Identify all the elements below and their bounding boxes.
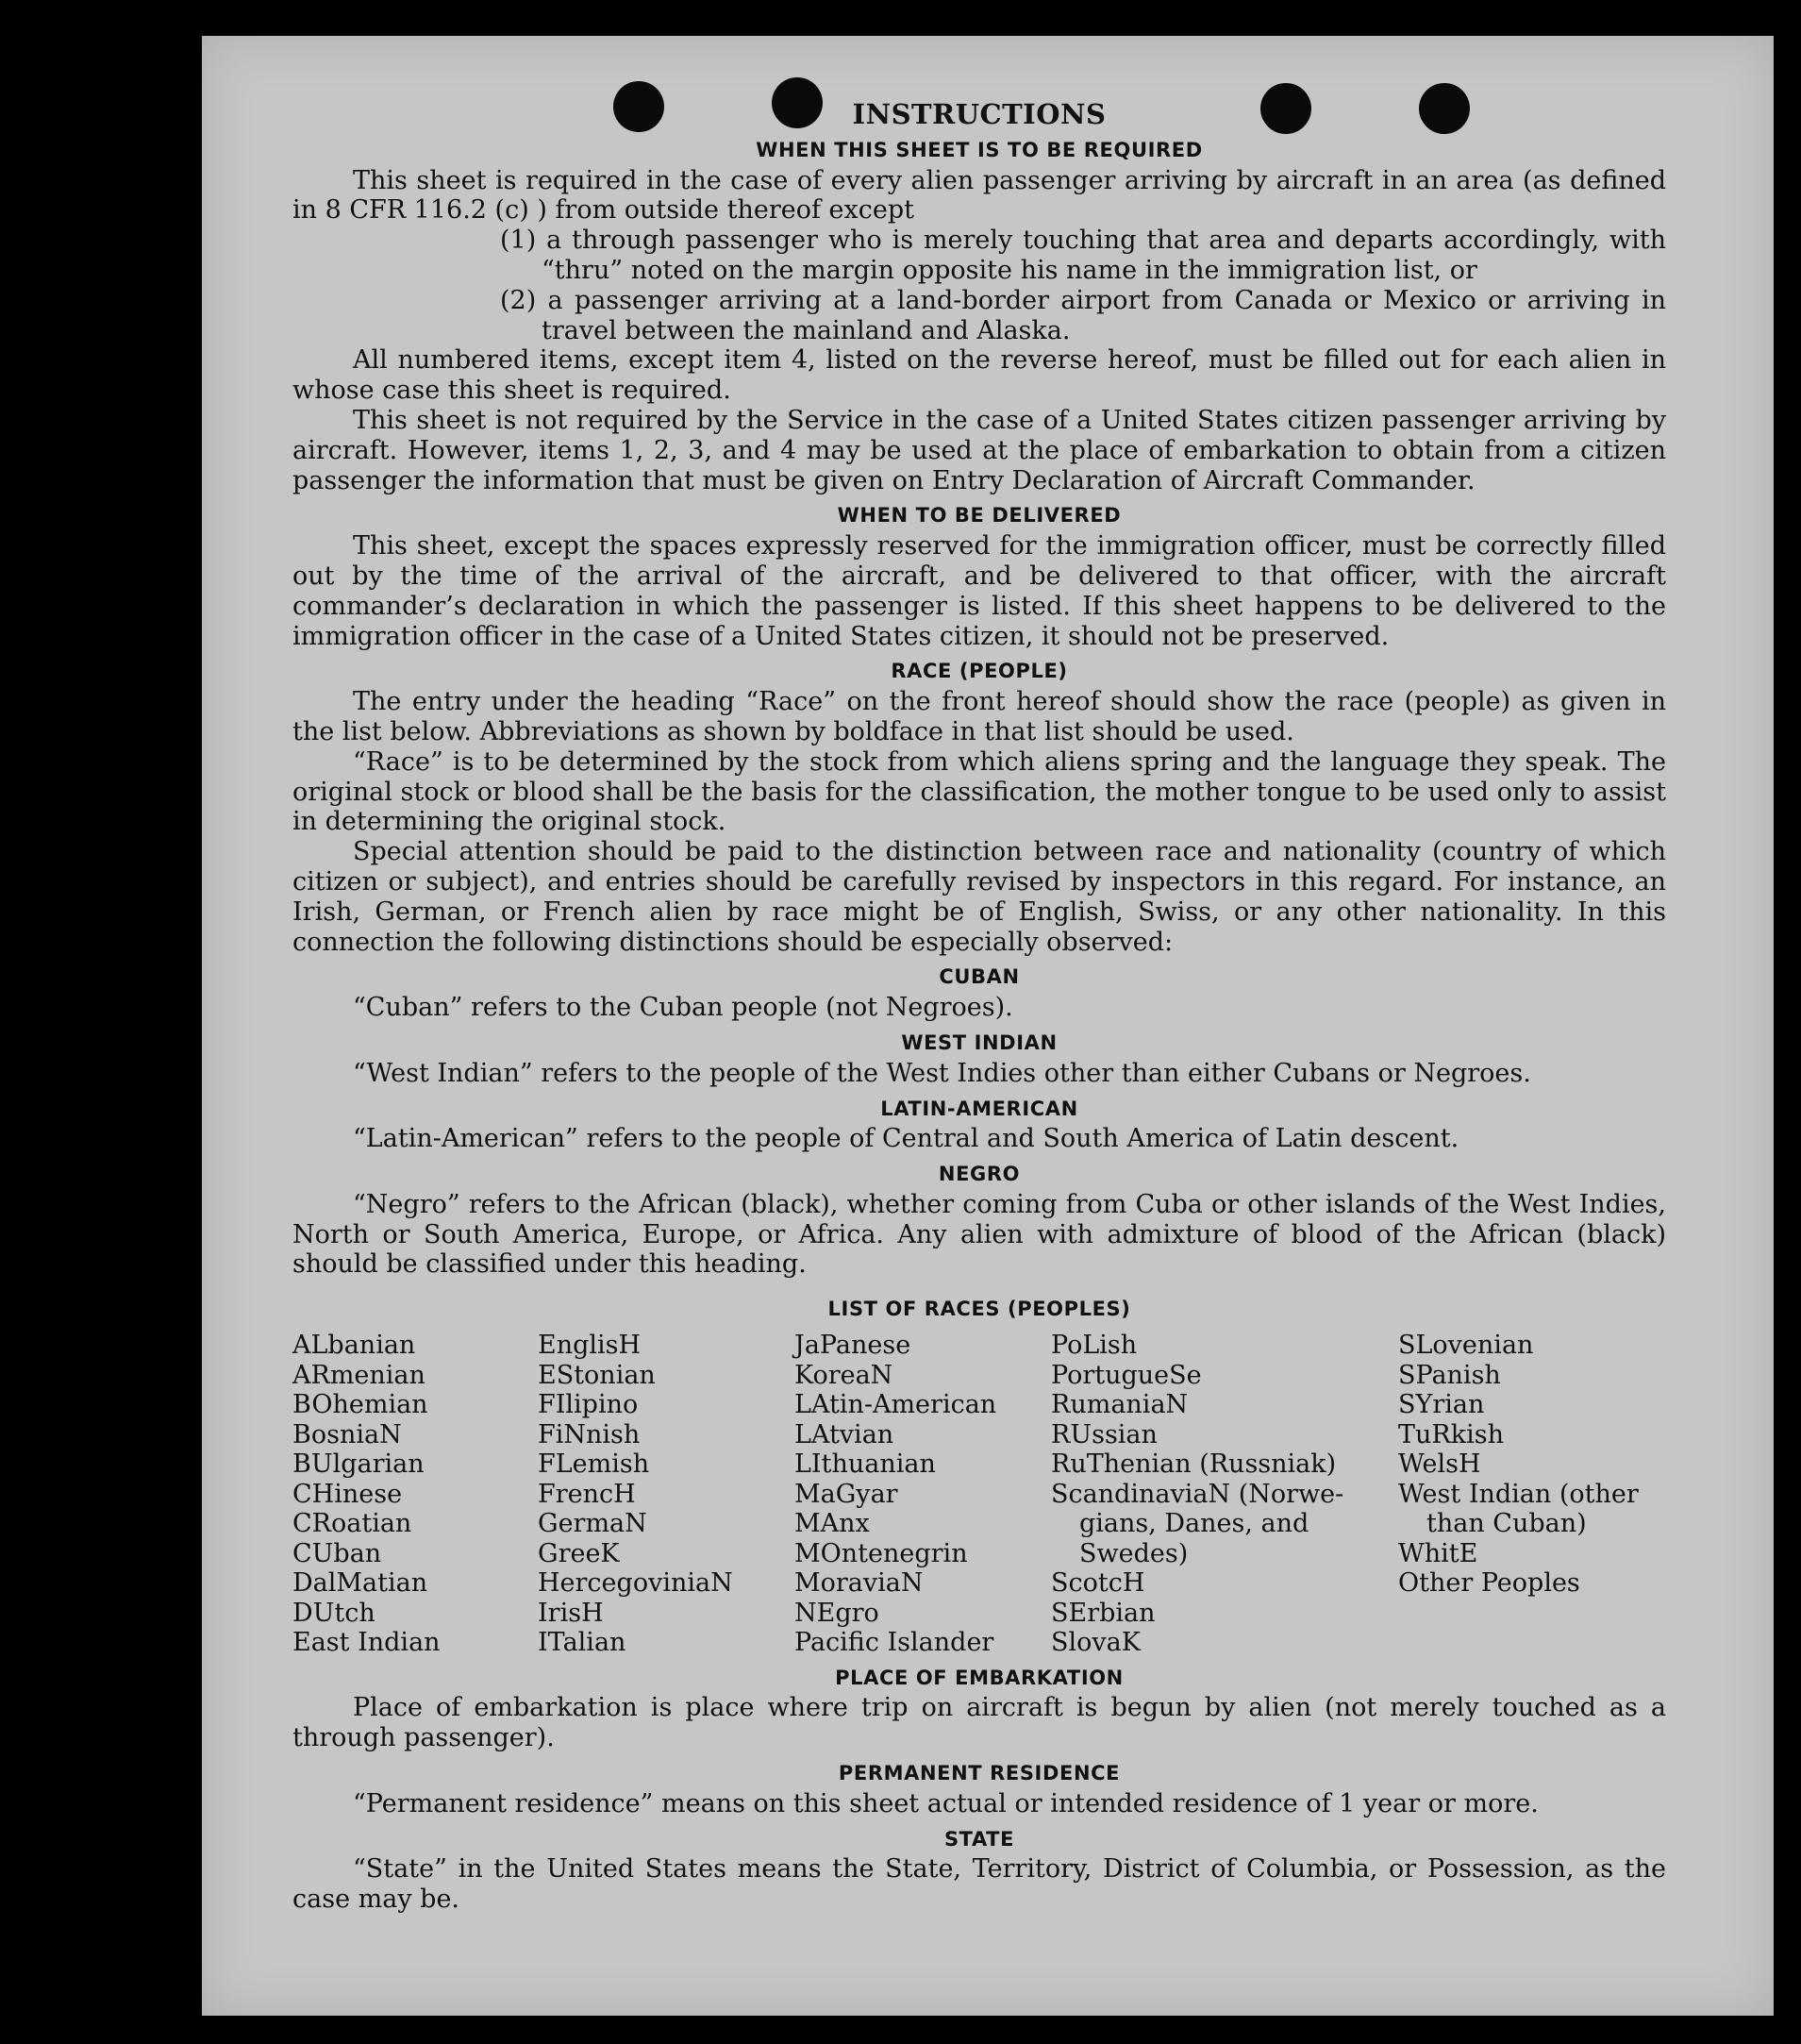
race-item: LAtin-American [794, 1390, 997, 1420]
paragraph: “Race” is to be determined by the stock from which aliens spring and the language they speak. The original stock or blood shall be the basis for the classification, the mother tongue to be used only to assist in determining the original stock. [292, 746, 1666, 837]
race-item: GermaN [538, 1509, 647, 1539]
instructions-content [292, 100, 1666, 1915]
section-heading: PLACE OF EMBARKATION [835, 1666, 1124, 1689]
paragraph: “State” in the United States means the State, Territory, District of Columbia, or Possession, as the case may be. [292, 1854, 1666, 1915]
document-page [202, 36, 1774, 2016]
page-title: INSTRUCTIONS [852, 98, 1107, 130]
race-item: Other Peoples [1398, 1568, 1580, 1599]
race-item: DalMatian [292, 1568, 428, 1599]
race-item: PortugueSe [1051, 1360, 1202, 1390]
race-item: SYrian [1398, 1390, 1485, 1420]
section-heading: CUBAN [939, 965, 1020, 989]
paragraph: “Latin-American” refers to the people of Central and South America of Latin descent. [353, 1124, 1459, 1154]
paragraph: “West Indian” refers to the people of the West Indies other than either Cubans or Negroes. [353, 1058, 1531, 1088]
paragraph: “Cuban” refers to the Cuban people (not Negroes). [353, 993, 1013, 1023]
race-item: CUban [292, 1538, 382, 1568]
race-item: WelsH [1398, 1449, 1481, 1480]
race-item: CRoatian [292, 1509, 412, 1539]
section-heading: LATIN-AMERICAN [880, 1097, 1078, 1120]
race-item: ITalian [538, 1628, 626, 1658]
race-item: ARmenian [292, 1360, 425, 1390]
section-heading: PERMANENT RESIDENCE [838, 1761, 1121, 1784]
race-item: LAtvian [794, 1419, 894, 1449]
section-heading: RACE (PEOPLE) [891, 660, 1068, 683]
race-column [1398, 1331, 1666, 1658]
race-item: EnglisH [538, 1331, 642, 1361]
section-heading: WHEN TO BE DELIVERED [837, 504, 1122, 528]
race-list [292, 1331, 1666, 1658]
race-item: DUtch [292, 1598, 375, 1628]
paragraph: This sheet is not required by the Service in the case of a United States citizen passenger arriving by aircraft. However, items 1, 2, 3, and 4 may be used at the place of embarkation to obtain from a citizen passenger the information that must be given on Entry Declaration of Aircraft Commander. [292, 405, 1666, 495]
race-item: FiNnish [538, 1419, 641, 1449]
race-item: PoLish [1051, 1331, 1138, 1361]
race-item: NEgro [794, 1598, 879, 1628]
race-item: HercegoviniaN [538, 1568, 733, 1599]
race-item: GreeK [538, 1538, 620, 1568]
race-item: ScotcH [1051, 1568, 1145, 1599]
race-item: RuThenian (Russniak) [1051, 1449, 1337, 1480]
section-heading: NEGRO [938, 1163, 1021, 1186]
race-item: LIthuanian [794, 1449, 936, 1480]
race-item: gians, Danes, and [1079, 1509, 1309, 1539]
paragraph: “Permanent residence” means on this sheet actual or intended residence of 1 year or more. [353, 1788, 1539, 1818]
paragraph: This sheet is required in the case of every alien passenger arriving by aircraft in an area (as defined in 8 CFR 116.2 (c) ) from outside thereof except [292, 165, 1666, 226]
race-column [292, 1331, 538, 1658]
list-item: (2) a passenger arriving at a land-border airport from Canada or Mexico or arriving in travel between the mainland and Alaska. [500, 285, 1666, 345]
race-item: WhitE [1398, 1538, 1478, 1568]
race-column [794, 1331, 1051, 1658]
race-item: East Indian [292, 1628, 441, 1658]
race-item: EStonian [538, 1360, 656, 1390]
race-item: MaGyar [794, 1479, 898, 1509]
race-item: KoreaN [794, 1360, 893, 1390]
race-item: JaPanese [794, 1331, 911, 1361]
race-item: RUssian [1051, 1419, 1158, 1449]
race-item: ScandinaviaN (Norwe- [1051, 1479, 1344, 1509]
race-item: SlovaK [1051, 1628, 1141, 1658]
race-item: FIlipino [538, 1390, 639, 1420]
paragraph: “Negro” refers to the African (black), whether coming from Cuba or other islands of the West Indies, North or South America, Europe, or Africa. Any alien with admixture of blood of the African (black) should be classified under this heading. [292, 1189, 1666, 1280]
paragraph: Place of embarkation is place where trip on aircraft is begun by alien (not merely touched as a through passenger). [292, 1693, 1666, 1753]
section-heading: LIST OF RACES (PEOPLES) [827, 1298, 1131, 1321]
paragraph: All numbered items, except item 4, listed on the reverse hereof, must be filled out for each alien in whose case this sheet is required. [292, 345, 1666, 406]
section-heading: WEST INDIAN [901, 1030, 1058, 1054]
race-item: MAnx [794, 1509, 870, 1539]
race-item: TuRkish [1398, 1419, 1504, 1449]
race-column [538, 1331, 794, 1658]
paragraph: This sheet, except the spaces expressly reserved for the immigration officer, must be correctly filled out by the time of the arrival of the aircraft, and be delivered to that officer, with the aircraft commander’s declaration in which the passenger is listed. If this sheet happens to be delivered to the immigration officer in the case of a United States citizen, it should not be preserved. [292, 531, 1666, 651]
race-item: BUlgarian [292, 1449, 425, 1480]
race-item: IrisH [538, 1598, 604, 1628]
paragraph: The entry under the heading “Race” on the front hereof should show the race (people) as given in the list below. Abbreviations as shown by boldface in that list should be used. [292, 687, 1666, 746]
race-item: SPanish [1398, 1360, 1501, 1390]
race-item: MoraviaN [794, 1568, 924, 1599]
race-item: ALbanian [292, 1331, 416, 1361]
paragraph: Special attention should be paid to the distinction between race and nationality (country of which citizen or subject), and entries should be carefully revised by inspectors in this regard. For instance, an Irish, German, or French alien by race might be of English, Swiss, or any other nationality. In this connection the following distinctions should be especially observed: [292, 837, 1666, 957]
race-item: West Indian (other [1398, 1479, 1639, 1509]
race-item: BosniaN [292, 1419, 402, 1449]
race-item: Pacific Islander [794, 1628, 994, 1658]
section-heading: STATE [943, 1827, 1015, 1851]
race-item: RumaniaN [1051, 1390, 1189, 1420]
race-item: FrencH [538, 1479, 636, 1509]
race-item: than Cuban) [1426, 1509, 1587, 1539]
race-item: Swedes) [1079, 1538, 1189, 1568]
race-column [1051, 1331, 1398, 1658]
section-heading: WHEN THIS SHEET IS TO BE REQUIRED [756, 138, 1203, 161]
race-item: MOntenegrin [794, 1538, 968, 1568]
race-item: SErbian [1051, 1598, 1156, 1628]
race-item: SLovenian [1398, 1331, 1534, 1361]
race-item: CHinese [292, 1479, 403, 1509]
race-item: BOhemian [292, 1390, 428, 1420]
race-item: FLemish [538, 1449, 650, 1480]
list-item: (1) a through passenger who is merely touching that area and departs accordingly, with “thru” noted on the margin opposite his name in the immigration list, or [500, 226, 1666, 285]
